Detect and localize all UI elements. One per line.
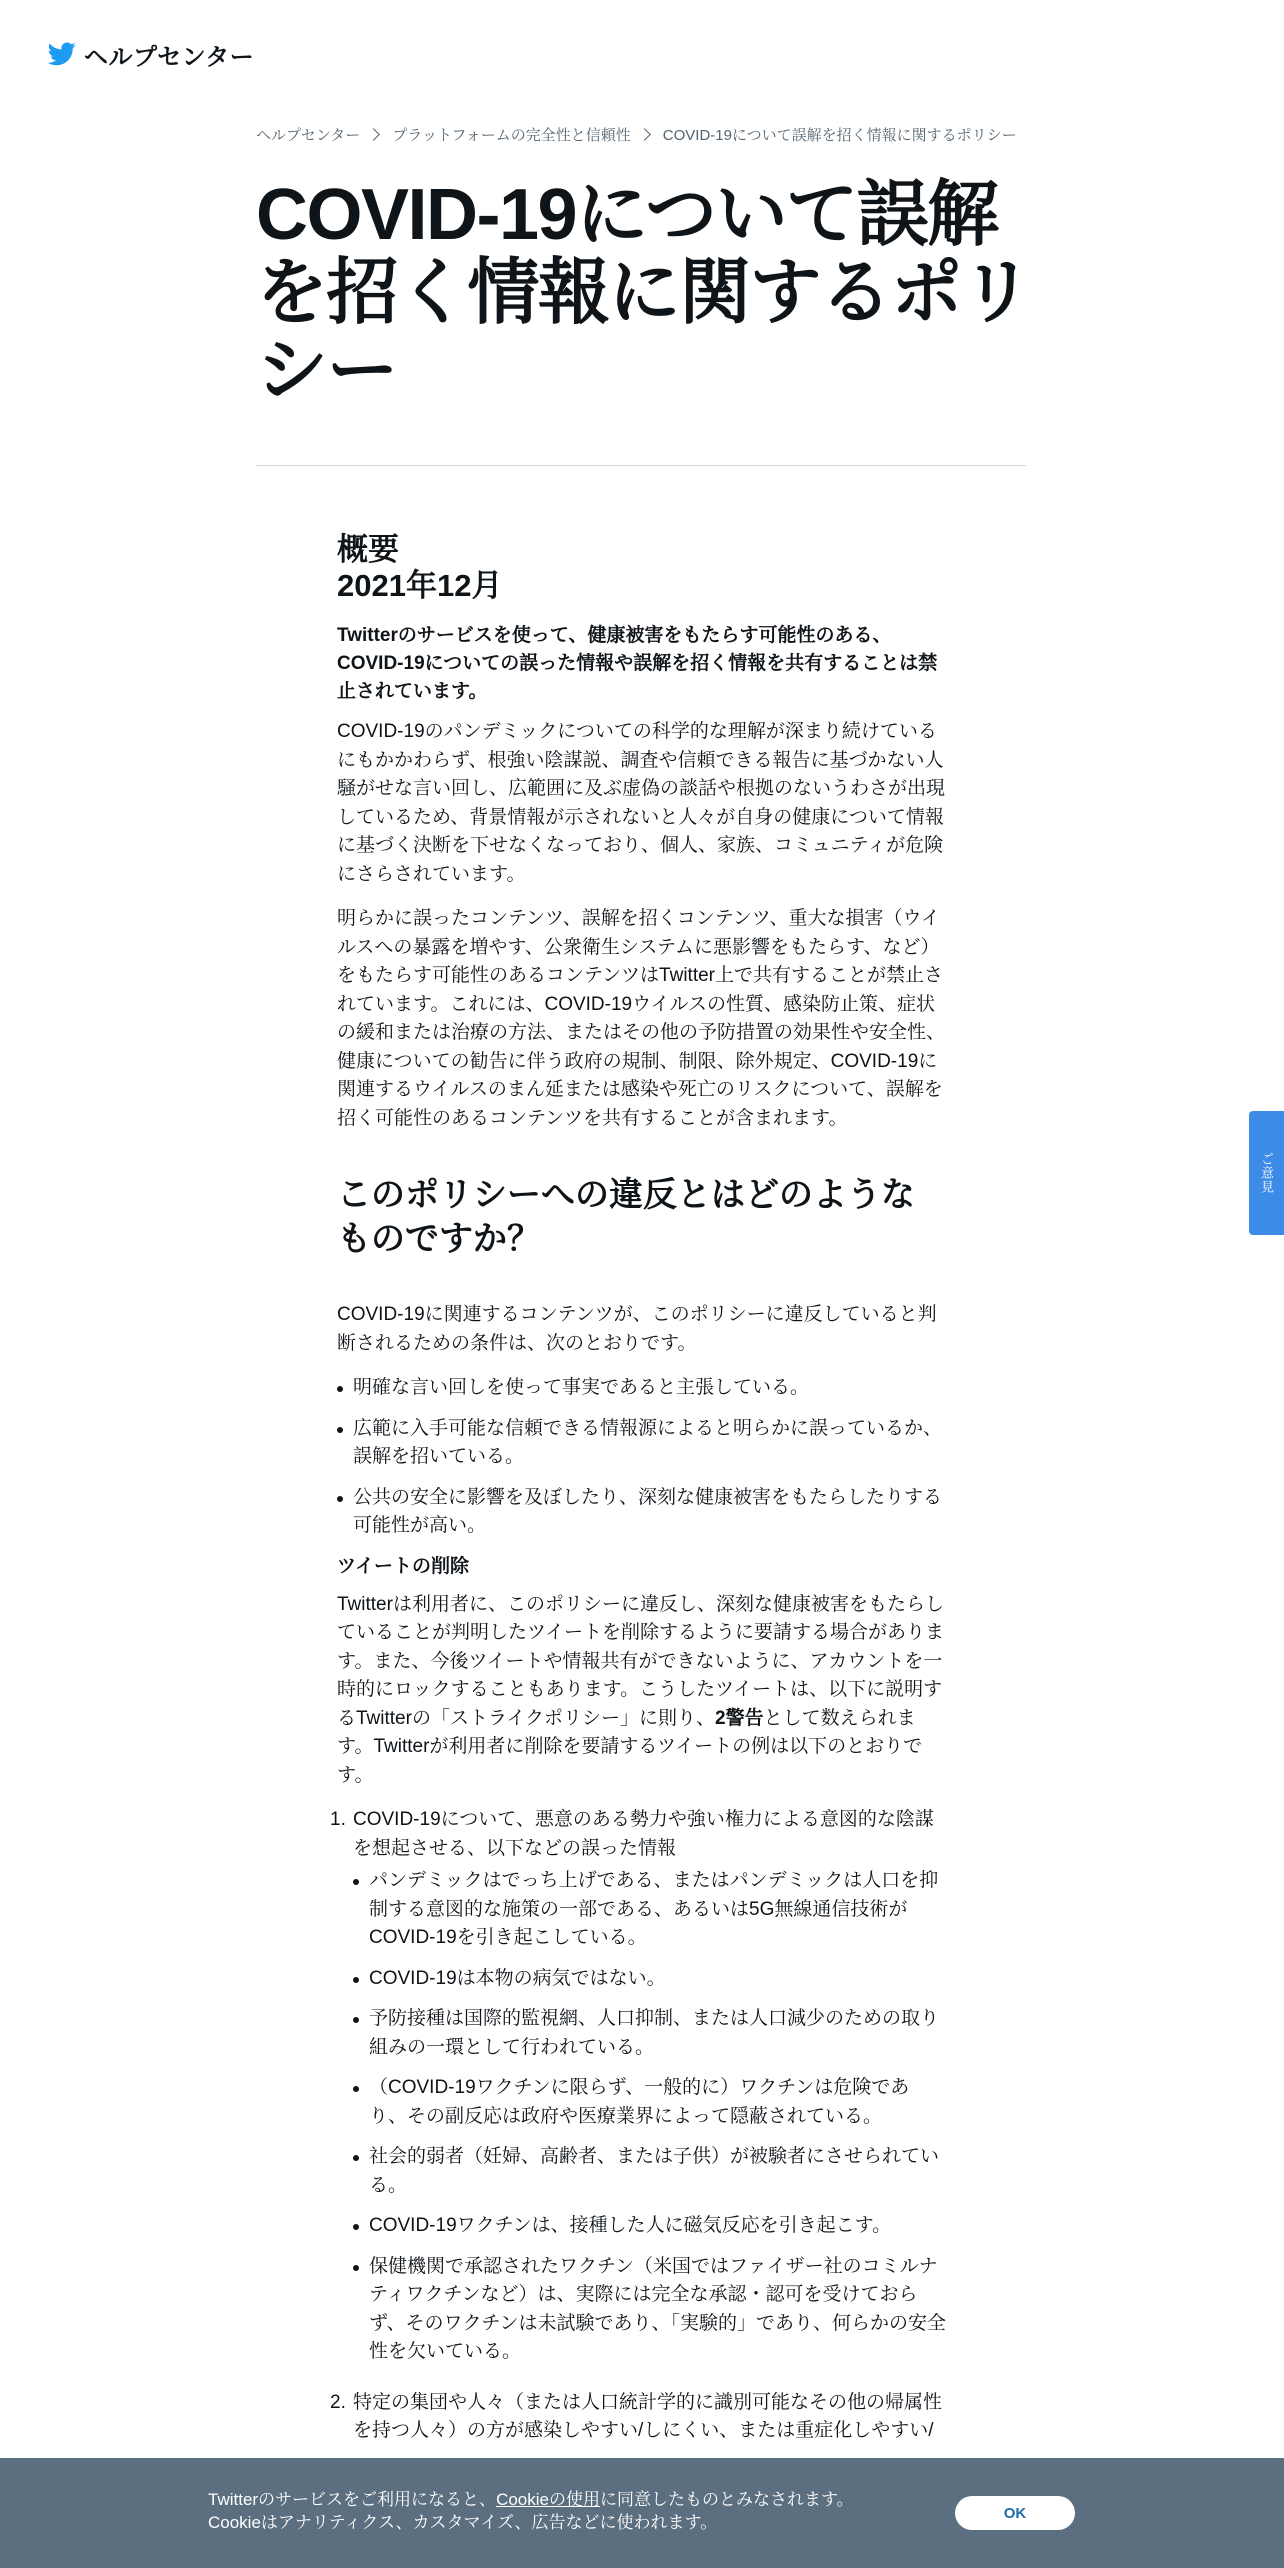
violation-intro: COVID-19に関連するコンテンツが、このポリシーに違反していると判断されるための条件は、次のとおりです。 [337,1304,937,1354]
breadcrumb [256,124,1017,145]
list-item: 広範に入手可能な信頼できる情報源によると明らかに誤っているか、誤解を招いている。 [337,1415,947,1472]
breadcrumb-item-help-center[interactable]: ヘルプセンター [256,127,361,144]
overview-heading: 概要 [337,532,399,567]
cookie-text-line2: Cookieはアナリティクス、カスタマイズ、広告などに使われます。 [208,2513,718,2532]
feedback-label: ご意見 [1259,1152,1274,1194]
site-header [48,36,254,72]
violation-heading: このポリシーへの違反とはどのようなものですか？ [337,1176,915,1258]
list-number: 1. [330,1809,346,1830]
example-text: COVID-19について、悪意のある勢力や強い権力による意図的な陰謀を想起させる、以下などの誤った情報 [353,1809,934,1859]
title-divider [256,465,1026,466]
removal-text-bold: 2警告 [715,1707,764,1729]
examples-list [330,1806,947,2446]
removal-text-before: Twitterは利用者に、このポリシーに違反し、深刻な健康被害をもたらしていることが判明したツイートを削除するように要請する場合があります。また、今後ツイートや情報共有ができないように、アカウントを一時的にロックすることもあります。こうしたツイートは、以下に説明するTwitterの「ストライクポリシー」に則り、 [337,1593,945,1729]
overview-paragraph-2: 明らかに誤ったコンテンツ、誤解を招くコンテンツ、重大な損害（ウイルスへの暴露を増やす、公衆衛生システムに悪影響をもたらす、など）をもたらす可能性のあるコンテンツはTwitter上で共有することが禁止されています。これには、COVID-19ウイルスの性質、感染防止策、症状の緩和または治療の方法、またはその他の予防措置の効果性や安全性、健康についての勧告に伴う政府の規制、制限、除外規定、COVID-19に関連するウイルスのまん延または感染や死亡のリスクについて、誤解を招く可能性のあるコンテンツを共有することが含まれます。 [337,908,946,1129]
violation-conditions-list [337,1374,947,1541]
list-item: COVID-19は本物の病気ではない。 [353,1965,947,1994]
cookie-text-before: Twitterのサービスをご利用になると、 [208,2490,497,2509]
list-item: 公共の安全に影響を及ぼしたり、深刻な健康被害をもたらしたりする可能性が高い。 [337,1484,947,1541]
breadcrumb-item-platform-integrity[interactable]: プラットフォームの完全性と信頼性 [392,127,631,144]
article-content [330,532,947,2468]
list-item: COVID-19ワクチンは、接種した人に磁気反応を引き起こす。 [353,2212,947,2241]
cookie-text-after: に同意したものとみなされます。 [599,2490,854,2509]
twitter-bird-icon[interactable] [48,42,76,66]
overview-lead: Twitterのサービスを使って、健康被害をもたらす可能性のある、COVID-19についての誤った情報や誤解を招く情報を共有することは禁止されています。 [337,625,938,702]
tweet-removal-paragraph [337,1591,947,1791]
list-item: 明確な言い回しを使って事実であると主張している。 [337,1374,947,1403]
help-center-logo-text[interactable]: ヘルプセンター [84,43,255,71]
list-item: 予防接種は国際的監視網、人口抑制、または人口減少のための取り組みの一環として行われている。 [353,2005,947,2062]
cookie-text [208,2488,908,2534]
cookie-ok-button[interactable]: OK [955,2496,1075,2530]
overview-paragraph-1: COVID-19のパンデミックについての科学的な理解が深まり続けているにもかかわらず、根強い陰謀説、調査や信頼できる報告に基づかない人騒がせな言い回し、広範囲に及ぶ虚偽の談話や根拠のないうわさが出現しているため、背景情報が示されないと人々が自身の健康について情報に基づく決断を下せなくなっており、個人、家族、コミュニティが危険にさらされています。 [337,721,946,885]
list-item: 社会的弱者（妊婦、高齢者、または子供）が被験者にさせられている。 [353,2143,947,2200]
policy-date: 2021年12月 [337,568,503,603]
list-item [330,2389,947,2446]
cookie-banner [0,2458,1284,2568]
list-number: 2. [330,2391,346,2413]
removal-text-after: として数えられます。Twitterが利用者に削除を要請するツイートの例は以下のとおりです。 [337,1707,923,1786]
chevron-right-icon [367,128,380,141]
list-item: 保健機関で承認されたワクチン（米国ではファイザー社のコミルナティワクチンなど）は、実際には完全な承認・認可を受けておらず、そのワクチンは未試験であり、「実験的」であり、何らかの安全性を欠いている。 [353,2253,947,2367]
example-text: 特定の集団や人々（または人口統計学的に識別可能なその他の帰属性を持つ人々）の方が感染しやすい/しにくい、または重症化しやすい/ [353,2391,943,2441]
cookie-policy-link[interactable]: Cookieの使用 [496,2490,600,2509]
list-item: （COVID-19ワクチンに限らず、一般的に）ワクチンは危険であり、その副反応は政府や医療業界によって隠蔽されている。 [353,2074,947,2131]
page-title: COVID-19について誤解を招く情報に関するポリシー [256,175,1032,411]
list-item: パンデミックはでっち上げである、またはパンデミックは人口を抑制する意図的な施策の一部である、あるいは5G無線通信技術がCOVID-19を引き起こしている。 [353,1867,947,1953]
breadcrumb-item-current-page[interactable]: COVID-19について誤解を招く情報に関するポリシー [662,127,1017,144]
list-item [330,1806,947,2367]
tweet-removal-heading: ツイートの削除 [337,1555,470,1577]
chevron-right-icon [638,128,651,141]
feedback-tab[interactable] [1249,1111,1284,1235]
example-sub-list [353,1867,947,2367]
